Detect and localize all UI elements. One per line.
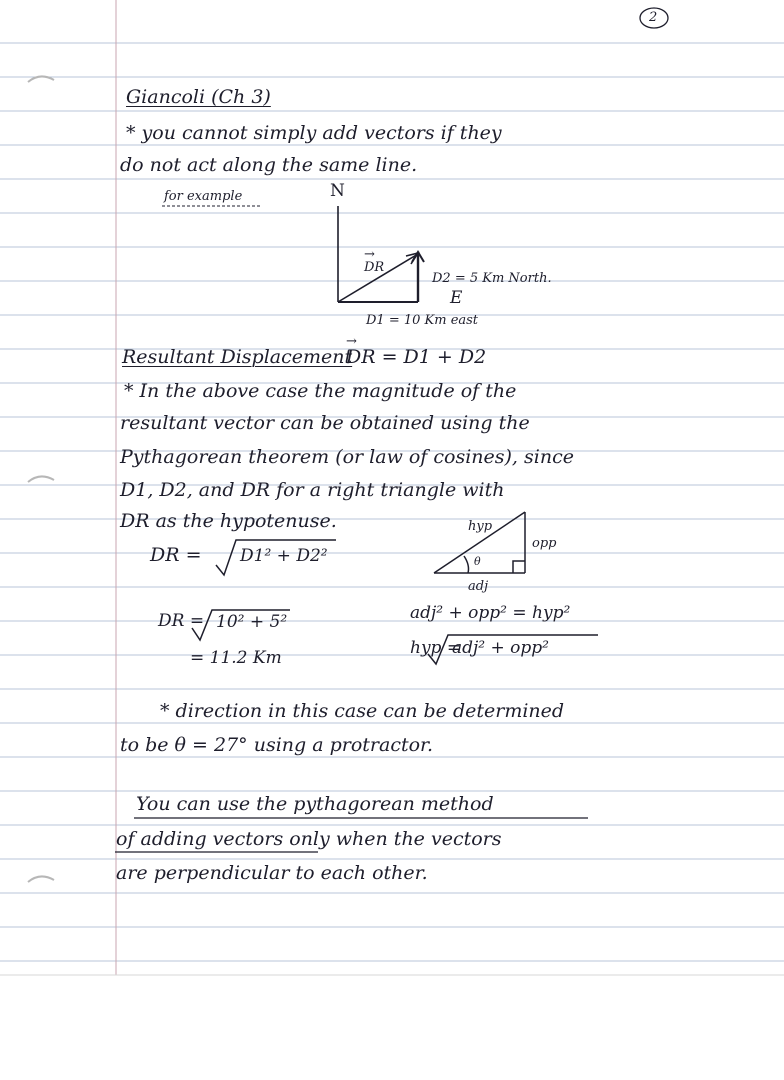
explanation-line-2: resultant vector can be obtained using the (120, 412, 530, 434)
hyp-formula-radicand: adj² + opp² (452, 638, 549, 658)
page-title: Giancoli (Ch 3) (126, 86, 271, 108)
conclusion-line-2-b: only when the vectors (283, 828, 502, 850)
east-label: E (450, 288, 463, 308)
conclusion-line-2 (116, 830, 502, 849)
formula-general-radicand: D1² + D2² (240, 546, 328, 566)
formula-general-lhs: DR = (150, 544, 202, 566)
page-number: 2 (649, 10, 658, 25)
ruled-lines (0, 43, 784, 961)
hyp-formula-lhs: hyp = (410, 638, 462, 658)
binder-hole-bottom (28, 876, 54, 882)
direction-line-1: * direction in this case can be determined (160, 700, 565, 722)
binder-hole-middle (28, 476, 54, 482)
pythagorean-formula: adj² + opp² = hyp² (410, 603, 571, 623)
triangle-opp-label: opp (532, 536, 557, 551)
d1-label: D1 = 10 Km east (366, 313, 479, 328)
intro-line-1: * you cannot simply add vectors if they (126, 122, 502, 144)
theta-arc (464, 556, 469, 573)
formula-result: = 11.2 Km (190, 648, 282, 668)
triangle-adj-label: adj (468, 579, 489, 594)
conclusion-line-3: are perpendicular to each other. (116, 862, 428, 884)
right-angle-mark (513, 561, 525, 573)
north-label: N (330, 181, 345, 201)
explanation-line-3: Pythagorean theorem (or law of cosines), since (120, 446, 574, 468)
resultant-equation-lhs: → DR (346, 348, 376, 367)
conclusion-line-1-a: You can use the (136, 793, 294, 815)
dr-label: → DR (364, 261, 384, 274)
resultant-equation-rhs: = D1 + D2 (381, 346, 487, 368)
resultant-equation (346, 348, 486, 367)
explanation-line-1: * In the above case the magnitude of the (124, 380, 517, 402)
conclusion-line-1-b: pythagorean method (293, 793, 494, 815)
d2-label: D2 = 5 Km North. (432, 271, 552, 286)
conclusion-line-2-a: of adding vectors (116, 828, 284, 850)
conclusion-line-1 (136, 795, 494, 814)
formula-numeric-lhs: DR = (158, 611, 205, 631)
vector-diagram (338, 206, 424, 302)
triangle-theta-label: θ (474, 555, 481, 568)
formula-numeric-radicand: 10² + 5² (216, 612, 288, 632)
direction-line-2: to be θ = 27° using a protractor. (120, 734, 434, 756)
resultant-label: Resultant Displacement (122, 346, 353, 368)
triangle-hyp-label: hyp (468, 519, 493, 534)
example-label: for example (164, 189, 243, 204)
intro-line-2: do not act along the same line. (120, 154, 418, 176)
explanation-line-5: DR as the hypotenuse. (120, 510, 337, 532)
explanation-line-4: D1, D2, and DR for a right triangle with (120, 479, 505, 501)
